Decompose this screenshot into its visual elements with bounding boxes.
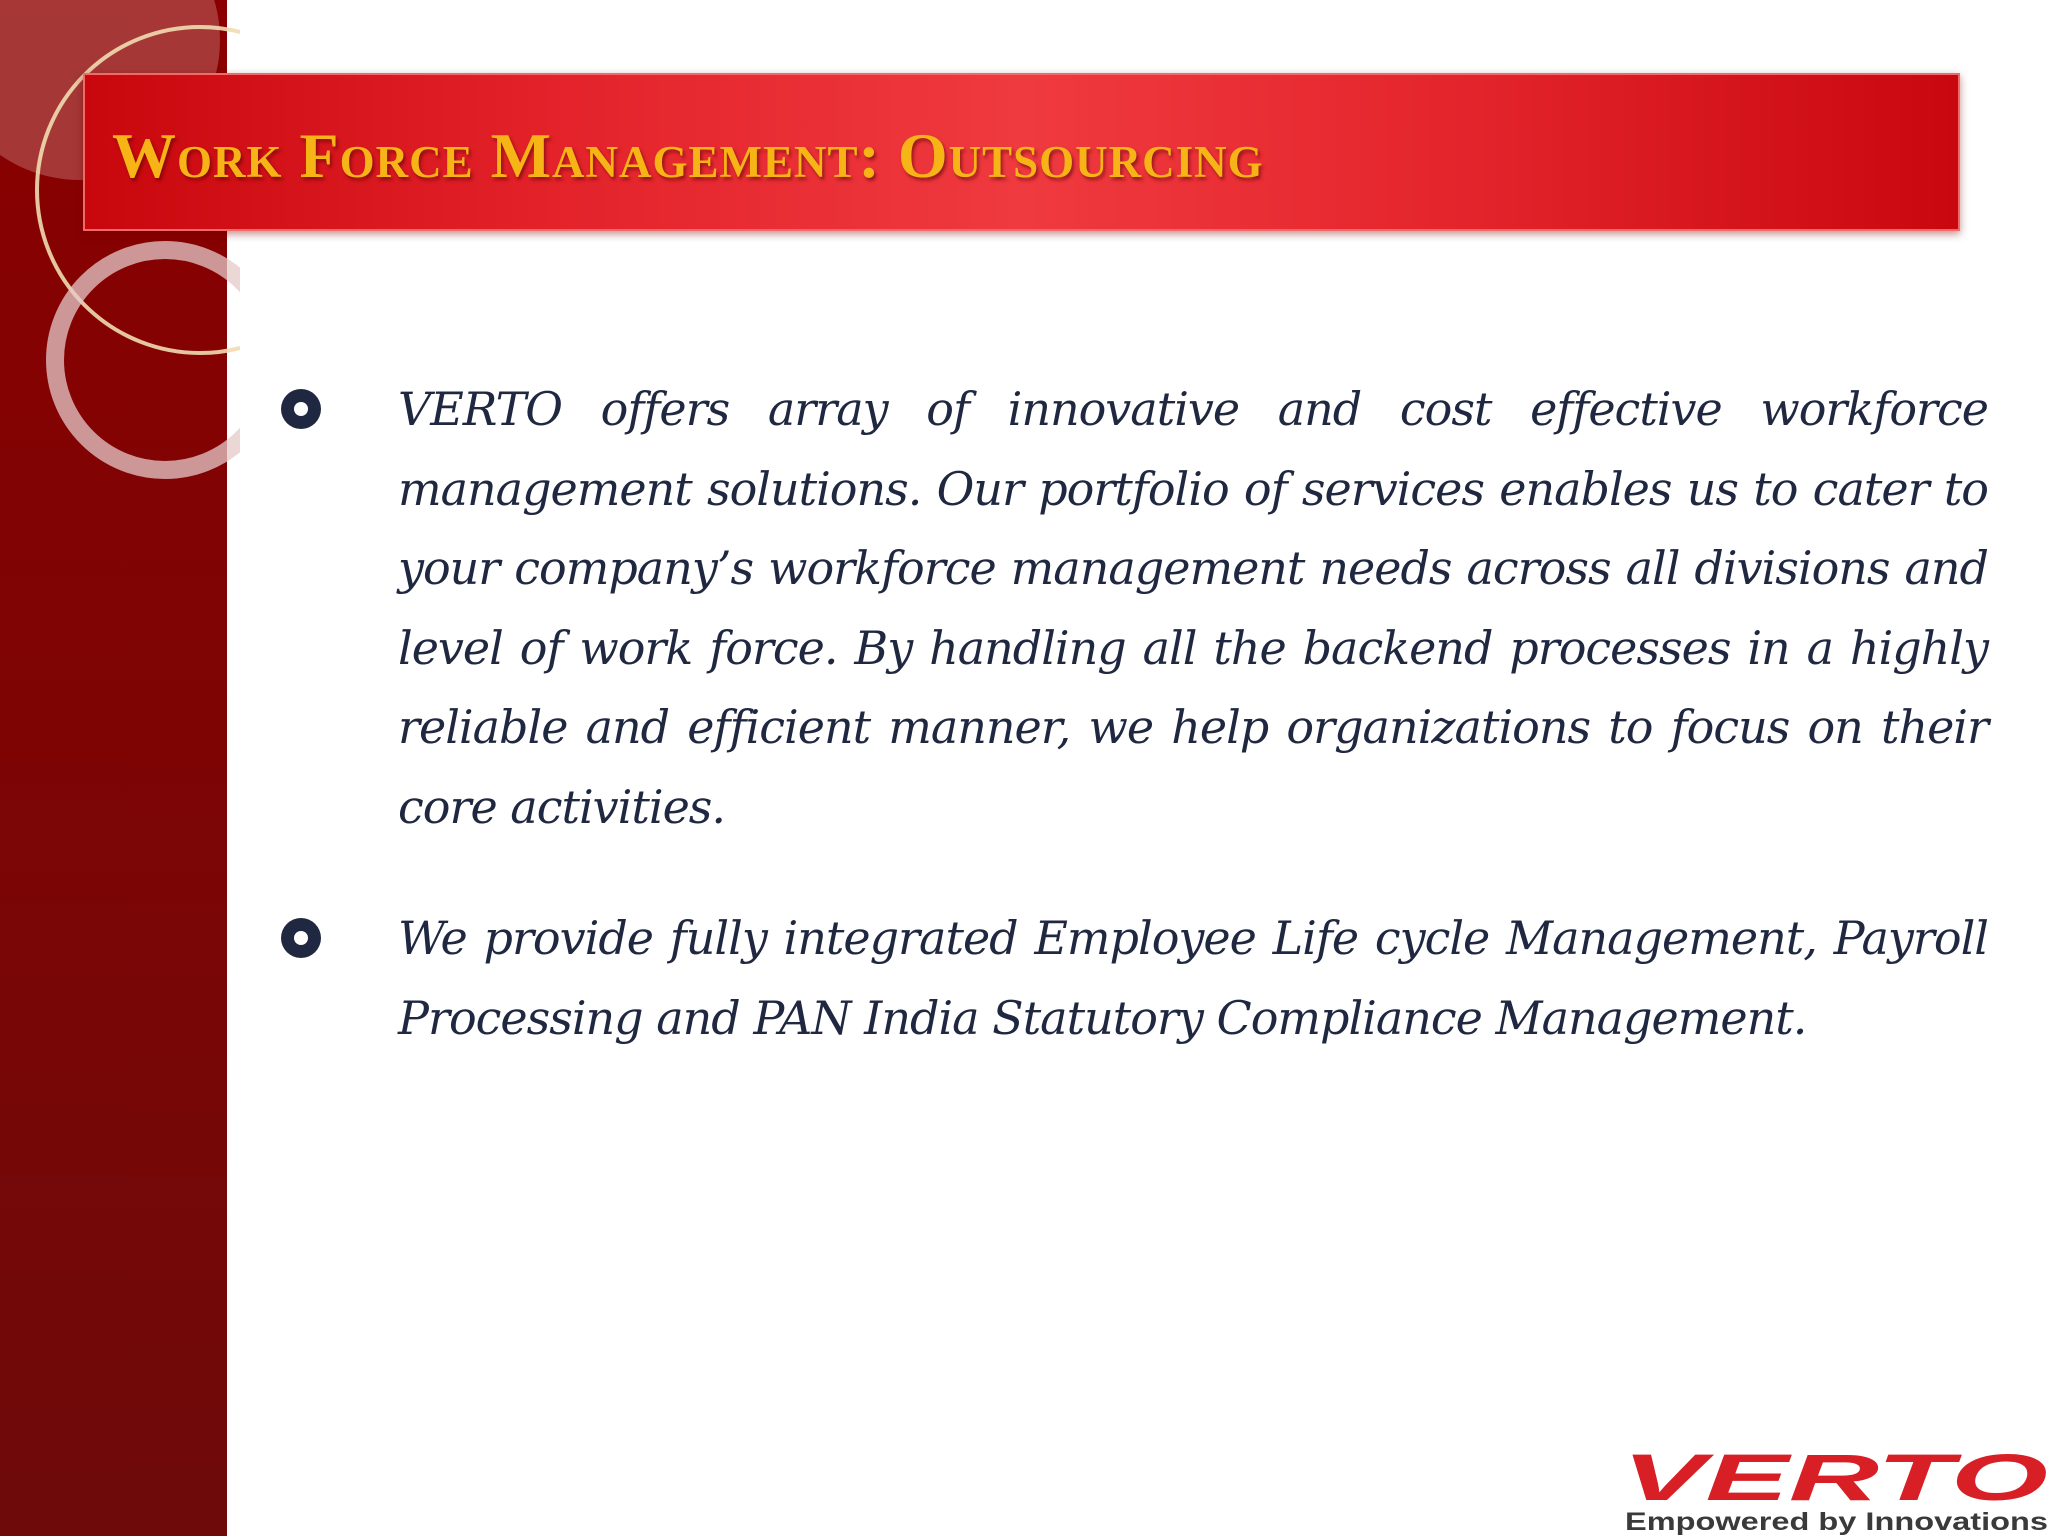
logo-brand: VERTO <box>1622 1440 2048 1514</box>
verto-logo <box>1622 1440 2048 1536</box>
bullet-text: VERTO offers array of innovative and cost effective workforce management solutions. Our portfolio of services enables us to cater to your company’s workforce management needs across all divisions and level of work force. By handling all the backend processes in a highly reliable and efficient manner, we help organizations to focus on their core activities. <box>398 382 1988 834</box>
bullet-ring-icon <box>280 917 322 959</box>
slide-title: Work Force Management: Outsourcing <box>112 120 1264 191</box>
logo-tagline: Empowered by Innovations <box>1625 1508 2048 1536</box>
bullet-text: We provide fully integrated Employee Life cycle Management, Payroll Processing and PAN India Statutory Compliance Management. <box>398 911 1988 1045</box>
bullet-ring-icon <box>280 388 322 430</box>
